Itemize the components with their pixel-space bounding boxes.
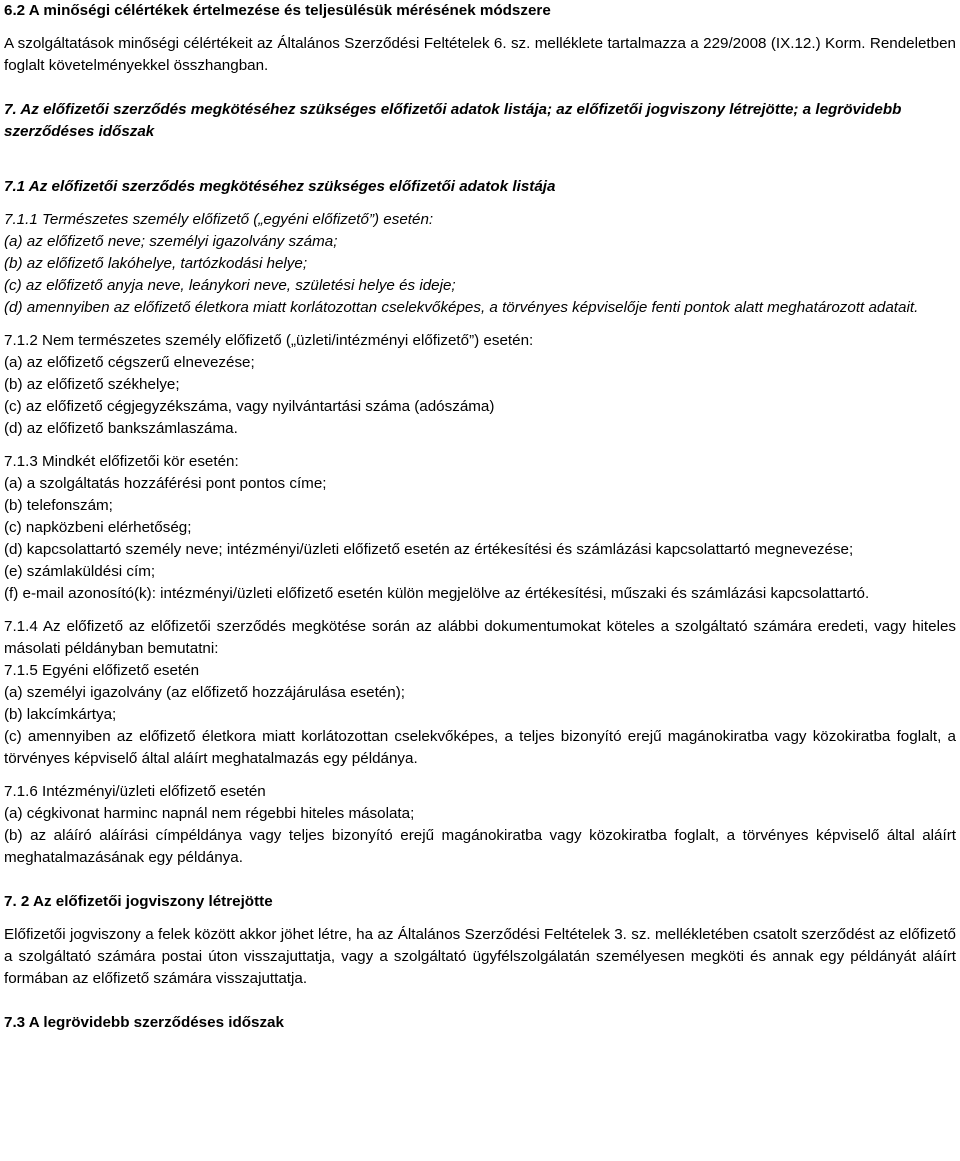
section-7-1-2 bbox=[4, 330, 956, 440]
section-7-heading: 7. Az előfizetői szerződés megkötéséhez szükséges előfizetői adatok listája; az előfizetői jogviszony létrejötte; a legrövidebb szerződéses időszak bbox=[4, 101, 902, 140]
section-7-1-heading: 7.1 Az előfizetői szerződés megkötéséhez szükséges előfizetői adatok listája bbox=[4, 178, 556, 195]
section-7-1-5 bbox=[4, 660, 956, 770]
list-item: (b) az előfizető lakóhelye, tartózkodási helye; bbox=[4, 255, 308, 272]
list-item: (c) az előfizető cégjegyzékszáma, vagy nyilvántartási száma (adószáma) bbox=[4, 398, 495, 415]
list-item: (b) az aláíró aláírási címpéldánya vagy teljes bizonyító erejű magánokiratba vagy közokiratba foglalt, a törvényes képviselő által aláírt meghatalmazásának egy példánya. bbox=[4, 827, 956, 866]
list-item: (b) lakcímkártya; bbox=[4, 706, 117, 723]
section-7-1-6-title: 7.1.6 Intézményi/üzleti előfizető esetén bbox=[4, 783, 266, 800]
list-item: (c) az előfizető anyja neve, leánykori neve, születési helye és ideje; bbox=[4, 277, 456, 294]
section-7-1-4-text: 7.1.4 Az előfizető az előfizetői szerződés megkötése során az alábbi dokumentumokat köteles a szolgáltató számára eredeti, vagy hiteles másolati példányban bemutatni: bbox=[4, 618, 956, 657]
list-item: (d) az előfizető bankszámlaszáma. bbox=[4, 420, 238, 437]
section-7-1-3 bbox=[4, 451, 956, 605]
list-item: (d) amennyiben az előfizető életkora miatt korlátozottan cselekvőképes, a törvényes képviselője fenti pontok alatt meghatározott adatait. bbox=[4, 299, 919, 316]
section-7-2-heading: 7. 2 Az előfizetői jogviszony létrejötte bbox=[4, 893, 273, 910]
section-6-2-paragraph: A szolgáltatások minőségi célértékeit az Általános Szerződési Feltételek 6. sz. melléklete tartalmazza a 229/2008 (IX.12.) Korm. Rendeletben foglalt követelményekkel összhangban. bbox=[4, 35, 956, 74]
section-7-2-paragraph: Előfizetői jogviszony a felek között akkor jöhet létre, ha az Általános Szerződési Feltételek 3. sz. mellékletében csatolt szerződést az előfizető a szolgáltató számára postai úton visszajuttatja, vagy a szolgáltató ügyfélszolgálatán személyesen megköti és annak egy példányát aláírt formában az előfizető számára visszajuttatja. bbox=[4, 926, 956, 987]
section-7-3-heading: 7.3 A legrövidebb szerződéses időszak bbox=[4, 1014, 284, 1031]
section-7-1-1 bbox=[4, 209, 956, 319]
list-item: (b) az előfizető székhelye; bbox=[4, 376, 180, 393]
list-item: (d) kapcsolattartó személy neve; intézményi/üzleti előfizető esetén az értékesítési és számlázási kapcsolattartó megnevezése; bbox=[4, 541, 854, 558]
list-item: (a) személyi igazolvány (az előfizető hozzájárulása esetén); bbox=[4, 684, 405, 701]
list-item: (c) napközbeni elérhetőség; bbox=[4, 519, 192, 536]
list-item: (a) az előfizető neve; személyi igazolvány száma; bbox=[4, 233, 338, 250]
list-item: (e) számlaküldési cím; bbox=[4, 563, 156, 580]
list-item: (c) amennyiben az előfizető életkora miatt korlátozottan cselekvőképes, a teljes bizonyító erejű magánokiratba vagy közokiratba foglalt, a törvényes képviselő által aláírt meghatalmazás egy példánya. bbox=[4, 728, 956, 767]
section-7-1-1-title: 7.1.1 Természetes személy előfizető („egyéni előfizető”) esetén: bbox=[4, 211, 434, 228]
list-item: (a) cégkivonat harminc napnál nem régebbi hiteles másolata; bbox=[4, 805, 415, 822]
list-item: (b) telefonszám; bbox=[4, 497, 113, 514]
section-7-1-5-title: 7.1.5 Egyéni előfizető esetén bbox=[4, 662, 200, 679]
list-item: (a) az előfizető cégszerű elnevezése; bbox=[4, 354, 255, 371]
section-7-1-6 bbox=[4, 781, 956, 869]
section-7-1-3-title: 7.1.3 Mindkét előfizetői kör esetén: bbox=[4, 453, 239, 470]
section-7-1-2-title: 7.1.2 Nem természetes személy előfizető („üzleti/intézményi előfizető”) esetén: bbox=[4, 332, 534, 349]
list-item: (a) a szolgáltatás hozzáférési pont pontos címe; bbox=[4, 475, 327, 492]
section-6-2-heading: 6.2 A minőségi célértékek értelmezése és teljesülésük mérésének módszere bbox=[4, 2, 551, 19]
list-item: (f) e-mail azonosító(k): intézményi/üzleti előfizető esetén külön megjelölve az értékesítési, műszaki és számlázási kapcsolattartó. bbox=[4, 585, 870, 602]
